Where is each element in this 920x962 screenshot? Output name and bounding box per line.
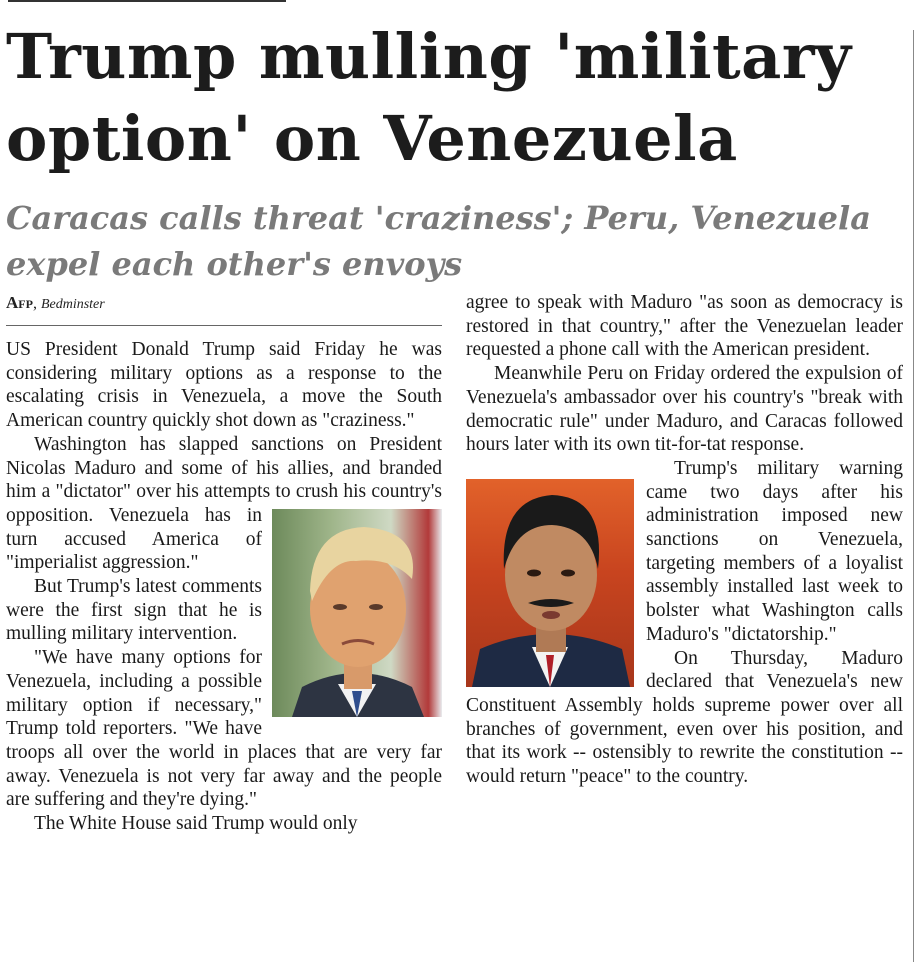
byline-place: Bedminster — [40, 297, 105, 312]
byline-agency: Afp — [6, 293, 33, 312]
column-divider-right — [913, 30, 914, 962]
byline-rule — [6, 325, 442, 326]
paragraph-6: agree to speak with Maduro "as soon as democracy is restored in that country," after the Venezuelan leader requested a phone call with the American president. — [466, 292, 903, 361]
paragraph-5: The White House said Trump would only — [34, 813, 358, 835]
byline-separator: , — [32, 295, 37, 312]
headline: Trump mulling 'military option' on Venezuela — [6, 20, 852, 175]
paragraph-1: US President Donald Trump said Friday he was considering military options as a response to the escalating crisis in Venezuela, a move the South American country quickly shot down as "craziness." — [6, 339, 442, 432]
paragraph-8: Trump's military warning came two days after his administration imposed new sanctions on Venezuela, targeting members of a loyalist assembly installed last week to bolster what Washington calls Maduro's "dictatorship." — [646, 457, 903, 645]
paragraph-4: "We have many options for Venezuela, including a possible military option if necessary," Trump told reporters. "We have troops all over the world in places that are very far away. Venezuela is not very far away and the people are suffering and they're dying." — [6, 647, 442, 811]
paragraph-9: On Thursday, Maduro declared that Venezuela's new Constituent Assembly holds supreme power over all branches of government, even over his position, and that its work -- ostensibly to rewrite the constitution -- would return "peace" to the country. — [466, 647, 903, 788]
top-rule — [8, 0, 286, 2]
paragraph-2: Washington has slapped sanctions on President Nicolas Maduro and some of his allies, and branded him a "dictator" over his attempts to crush his country's opposition. Venezuela has in turn accused America of "imperialist aggression." — [6, 433, 442, 574]
maduro-photo — [466, 479, 634, 687]
article-column-right — [466, 291, 903, 789]
byline — [6, 293, 442, 315]
subheadline: Caracas calls threat 'craziness'; Peru, Venezuela expel each other's envoys — [6, 199, 871, 283]
article-column-left — [6, 338, 442, 836]
paragraph-3: But Trump's latest comments were the first sign that he is mulling military intervention. — [6, 576, 262, 645]
paragraph-7: Meanwhile Peru on Friday ordered the expulsion of Venezuela's ambassador over his country's "break with democratic rule" under Maduro, and Caracas followed hours later with its own tit-for-tat response. — [466, 363, 903, 456]
trump-photo — [272, 509, 442, 717]
